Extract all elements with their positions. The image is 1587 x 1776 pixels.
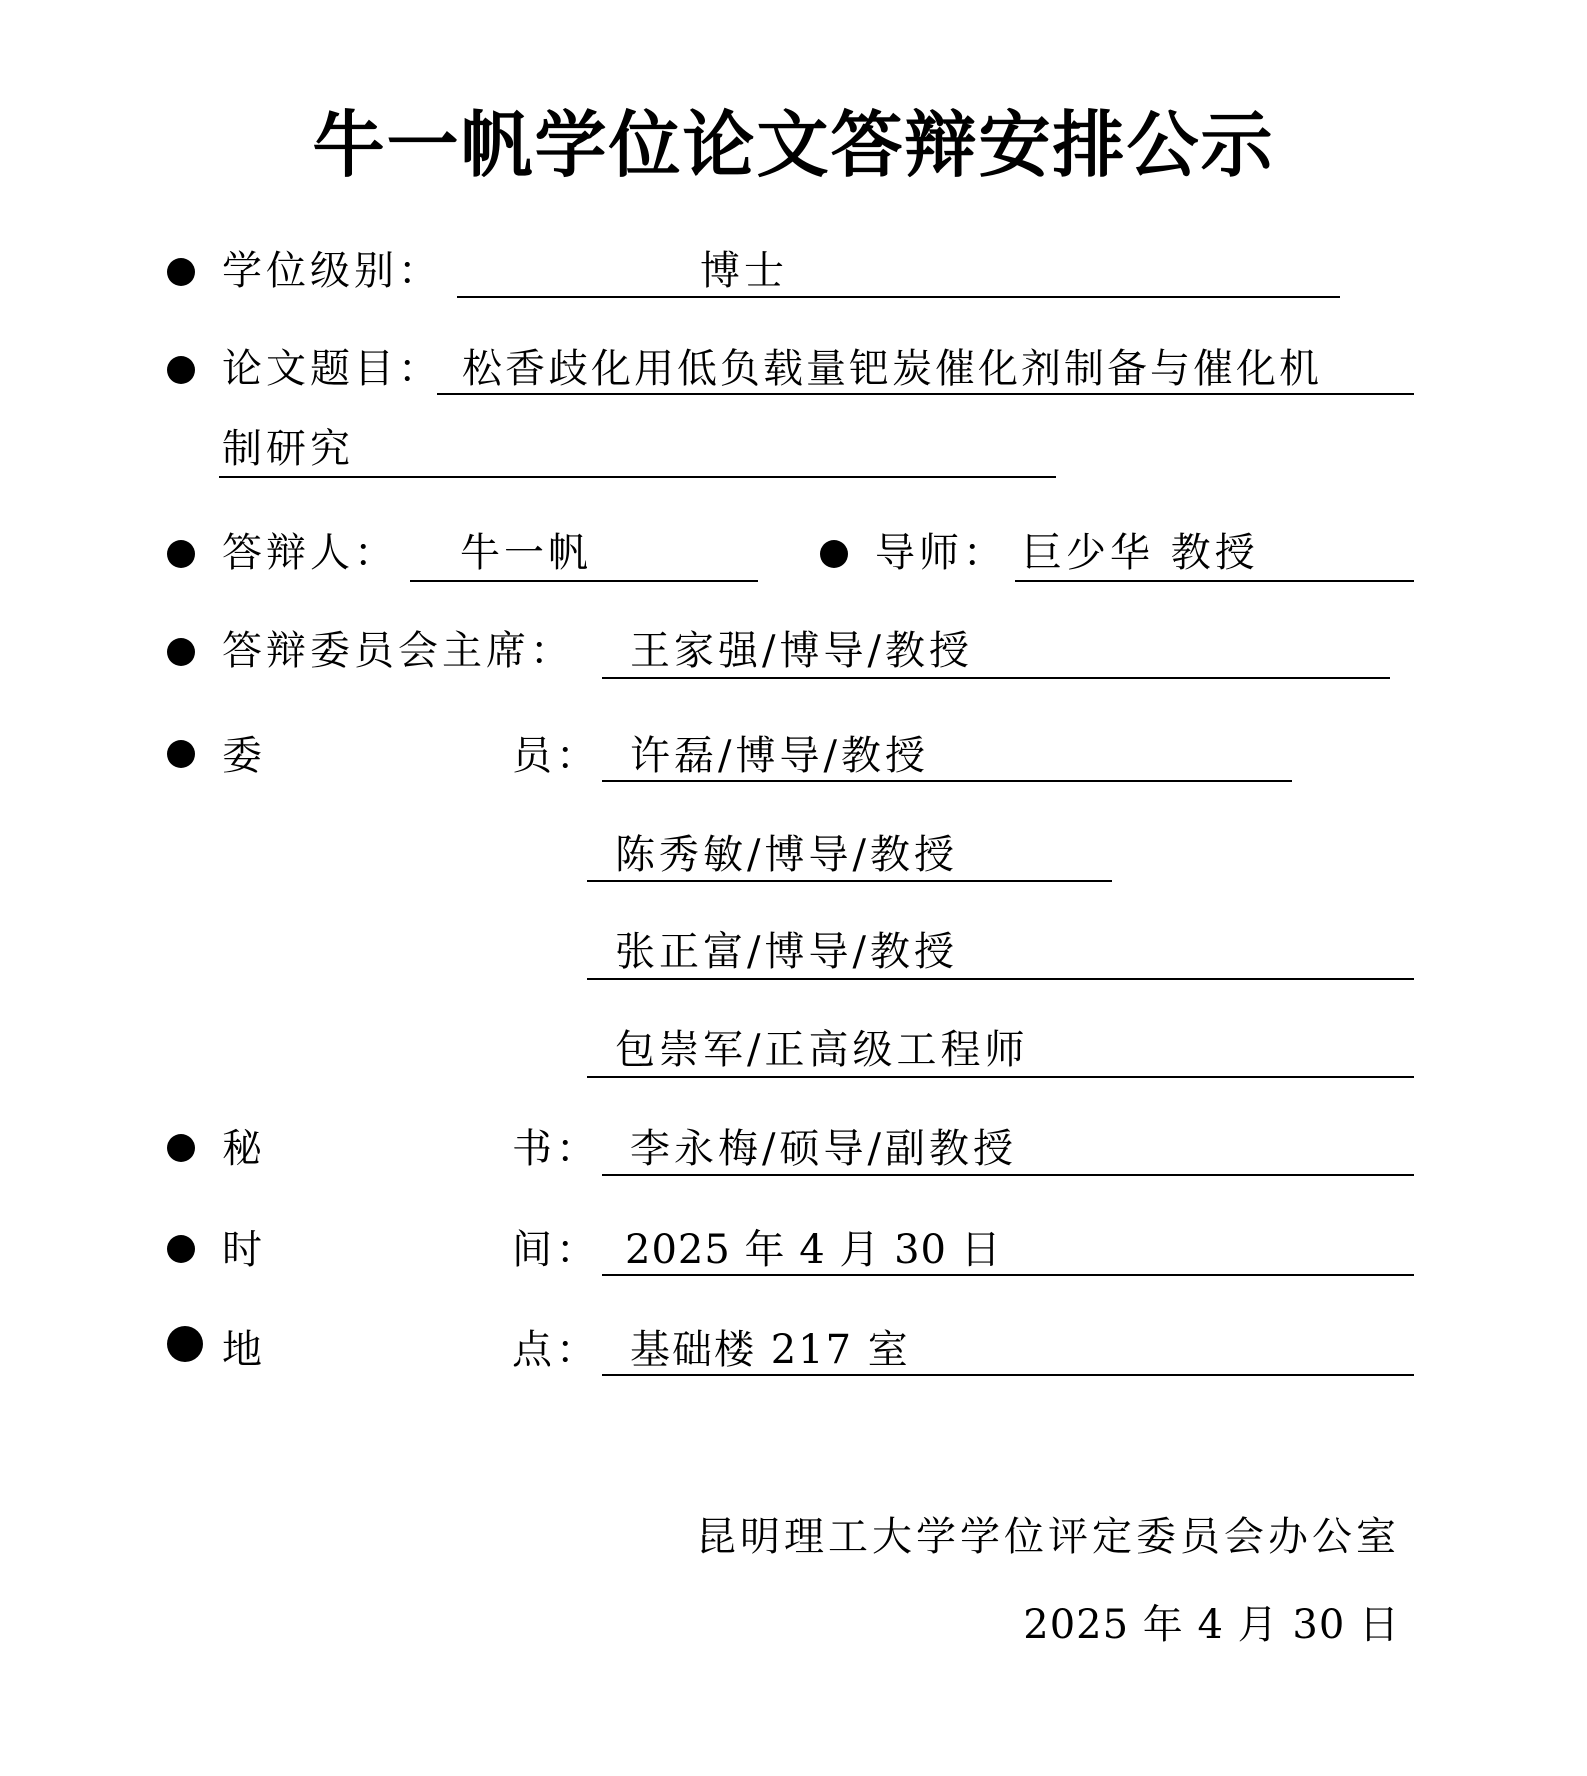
issuing-office: 昆明理工大学学位评定委员会办公室 [696, 1514, 1400, 1560]
time-value: 2025 年 4 月 30 日 [625, 1227, 1002, 1273]
member-2-underline [587, 880, 1112, 882]
defender-underline [410, 580, 758, 582]
secretary-value: 李永梅/硕导/副教授 [630, 1126, 1017, 1172]
bullet-defender [167, 540, 195, 568]
bullet-time [167, 1235, 195, 1263]
members-label-right: 员： [512, 733, 600, 779]
bullet-advisor [820, 540, 848, 568]
bullet-thesis [167, 356, 195, 384]
bullet-members [167, 740, 195, 768]
degree-label: 学位级别： [222, 248, 442, 294]
member-3-underline [587, 978, 1414, 980]
degree-value: 博士 [700, 248, 788, 294]
member-3: 张正富/博导/教授 [615, 929, 958, 975]
chair-value: 王家强/博导/教授 [630, 628, 973, 674]
secretary-underline [602, 1174, 1414, 1176]
issue-date: 2025 年 4 月 30 日 [1023, 1602, 1400, 1648]
thesis-label: 论文题目： [222, 346, 442, 392]
place-label-right: 点： [512, 1327, 600, 1373]
member-1: 许磊/博导/教授 [630, 733, 929, 779]
thesis-underline-2 [219, 476, 1056, 478]
secretary-label-left: 秘 [222, 1126, 266, 1172]
defender-label: 答辩人： [222, 530, 398, 576]
thesis-title-line2: 制研究 [222, 426, 354, 472]
chair-label: 答辩委员会主席： [222, 628, 574, 674]
member-4-underline [587, 1076, 1414, 1078]
place-underline [602, 1374, 1414, 1376]
chair-underline [602, 677, 1390, 679]
advisor-value: 巨少华 教授 [1022, 530, 1259, 576]
advisor-underline [1015, 580, 1414, 582]
time-label-left: 时 [222, 1227, 266, 1273]
bullet-chair [167, 638, 195, 666]
defender-value: 牛一帆 [460, 530, 592, 576]
thesis-title-line1: 松香歧化用低负载量钯炭催化剂制备与催化机 [462, 346, 1322, 392]
member-2: 陈秀敏/博导/教授 [615, 832, 958, 878]
time-underline [602, 1274, 1414, 1276]
advisor-label: 导师： [875, 530, 1007, 576]
thesis-underline-1 [437, 393, 1414, 395]
member-4: 包崇军/正高级工程师 [615, 1027, 1029, 1073]
bullet-degree [167, 258, 195, 286]
bullet-secretary [167, 1134, 195, 1162]
member-1-underline [602, 780, 1292, 782]
secretary-label-right: 书： [512, 1126, 600, 1172]
page-title: 牛一帆学位论文答辩安排公示 [312, 103, 1275, 187]
time-label-right: 间： [512, 1227, 600, 1273]
members-label-left: 委 [222, 733, 266, 779]
degree-underline [457, 296, 1340, 298]
place-label-left: 地 [222, 1327, 266, 1373]
place-value: 基础楼 217 室 [630, 1327, 910, 1373]
bullet-place [167, 1326, 203, 1362]
